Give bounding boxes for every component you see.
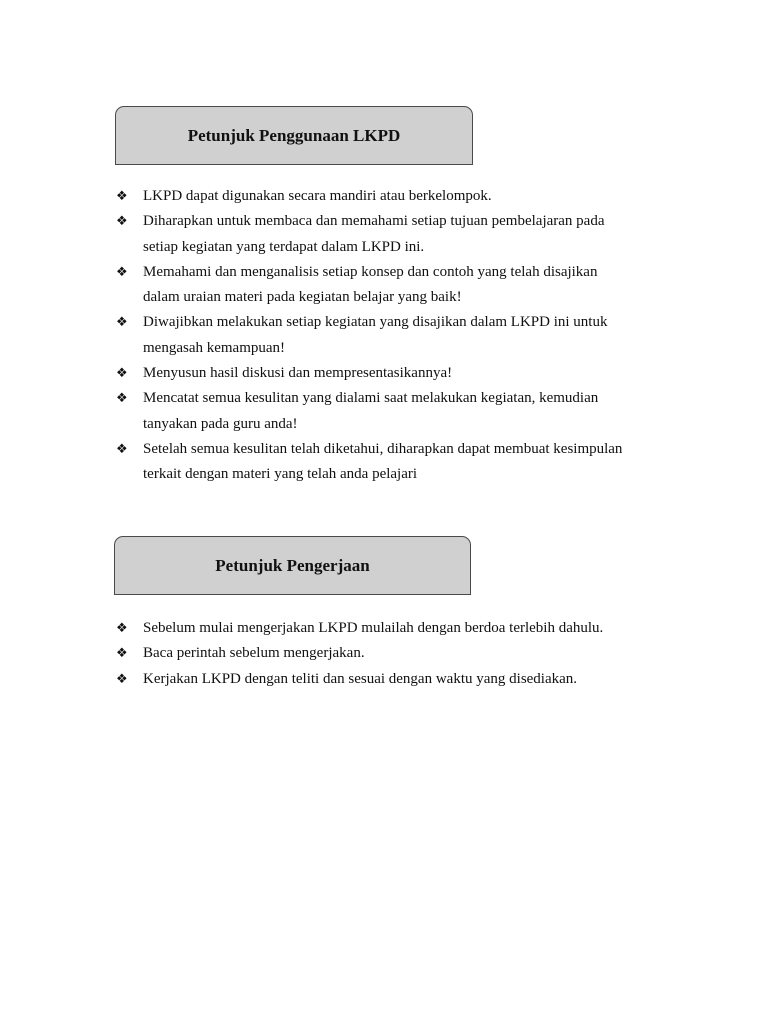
list-item-text: Setelah semua kesulitan telah diketahui, diharapkan dapat membuat kesimpulan [143,440,623,457]
section-title-work: Petunjuk Pengerjaan [215,555,370,575]
list-item [116,667,656,692]
diamond-bullet-icon: ❖ [116,621,128,636]
section-title-usage: Petunjuk Penggunaan LKPD [187,125,401,145]
list-item-text: Diharapkan untuk membaca dan memahami setiap tujuan pembelajaran pada [143,213,605,230]
list-item [116,386,656,437]
list-item-text: Mencatat semua kesulitan yang dialami saat melakukan kegiatan, kemudian [143,390,599,407]
usage-instructions-list [116,184,656,488]
list-item-text: terkait dengan materi yang telah anda pelajari [143,466,418,483]
section-header-work [114,536,471,595]
diamond-bullet-icon: ❖ [116,646,128,662]
list-item-text: Memahami dan menganalisis setiap konsep dan contoh yang telah disajikan [143,263,598,280]
diamond-bullet-icon: ❖ [116,315,128,331]
diamond-bullet-icon: ❖ [116,391,128,407]
list-item-text: mengasah kemampuan! [143,339,286,356]
list-item [116,437,656,488]
diamond-bullet-icon: ❖ [116,671,128,687]
diamond-bullet-icon: ❖ [116,366,128,382]
list-item [116,209,656,260]
diamond-bullet-icon: ❖ [116,214,128,230]
list-item-text: Diwajibkan melakukan setiap kegiatan yang disajikan dalam LKPD ini untuk [143,314,608,331]
diamond-bullet-icon: ❖ [116,264,128,280]
list-item [116,184,656,209]
list-item-text: Kerjakan LKPD dengan teliti dan sesuai dengan waktu yang disediakan. [143,670,578,687]
list-item-text: tanyakan pada guru anda! [143,415,298,432]
list-item-text: setiap kegiatan yang terdapat dalam LKPD ini. [143,238,425,255]
section-header-usage [115,106,473,165]
list-item-text: Menyusun hasil diskusi dan mempresentasikannya! [143,365,453,382]
list-item [116,641,656,666]
diamond-bullet-icon: ❖ [116,189,128,204]
list-item [116,361,656,386]
list-item [116,310,656,361]
list-item [116,260,656,311]
list-item-text: Sebelum mulai mengerjakan LKPD mulailah dengan berdoa terlebih dahulu. [143,620,604,636]
work-instructions-list [116,616,656,692]
list-item-text: dalam uraian materi pada kegiatan belajar yang baik! [143,289,462,306]
list-item-text: LKPD dapat digunakan secara mandiri atau berkelompok. [143,188,492,204]
list-item [116,616,656,641]
list-item-text: Baca perintah sebelum mengerjakan. [143,645,365,662]
diamond-bullet-icon: ❖ [116,441,128,457]
